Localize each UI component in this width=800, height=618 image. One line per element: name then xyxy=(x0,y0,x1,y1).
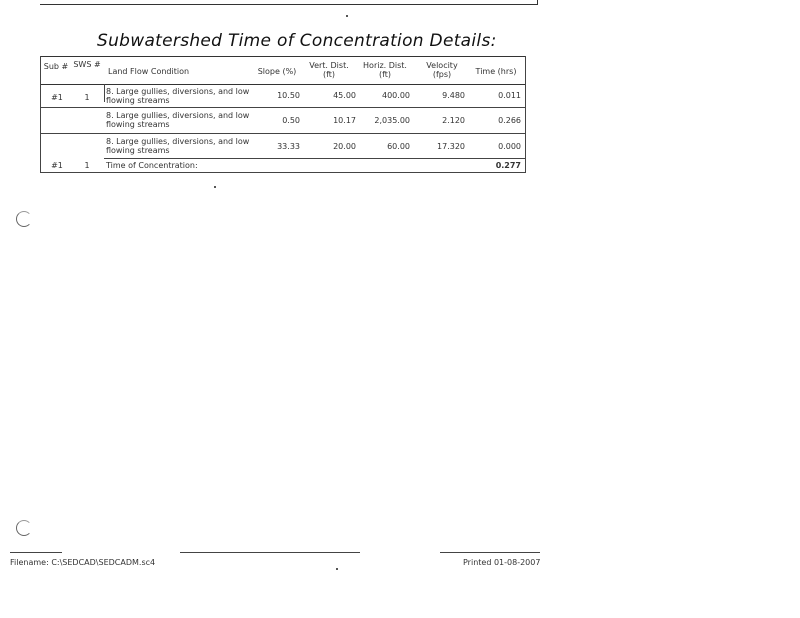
row-rule xyxy=(40,107,526,108)
cell-time: 0.266 xyxy=(498,116,521,125)
footer-rule-right xyxy=(440,552,540,553)
cell-velocity: 9.480 xyxy=(442,91,465,100)
cell-slope: 33.33 xyxy=(277,142,300,151)
punch-hole-mark xyxy=(16,211,32,227)
cell-sub: #1 xyxy=(51,93,63,102)
table-row xyxy=(40,85,526,109)
row-rule xyxy=(40,133,526,134)
header-sub: Sub # xyxy=(43,62,69,71)
header-time: Time (hrs) xyxy=(475,67,517,76)
cell-vert: 45.00 xyxy=(333,91,356,100)
page-title: Subwatershed Time of Concentration Details: xyxy=(97,31,497,51)
total-sws: 1 xyxy=(84,161,90,170)
table-header xyxy=(40,56,526,85)
total-label: Time of Concentration: xyxy=(106,161,198,170)
total-row xyxy=(40,160,526,172)
top-rule xyxy=(40,4,537,5)
cell-vert: 20.00 xyxy=(333,142,356,151)
table-row xyxy=(40,110,526,134)
header-sws: SWS # xyxy=(73,60,101,69)
cell-condition: 8. Large gullies, diversions, and low flowing streams xyxy=(106,137,250,155)
table-row xyxy=(40,136,526,160)
scan-speck xyxy=(346,15,348,17)
footer-rule-left xyxy=(10,552,62,553)
cell-sws: 1 xyxy=(84,93,90,102)
table-bottom-border xyxy=(40,172,526,173)
scan-speck xyxy=(214,186,216,188)
header-velocity: Velocity (fps) xyxy=(426,61,458,79)
cell-slope: 0.50 xyxy=(282,116,300,125)
header-horiz-dist: Horiz. Dist. (ft) xyxy=(363,61,407,79)
header-slope: Slope (%) xyxy=(257,67,297,76)
punch-hole-mark xyxy=(16,520,32,536)
cell-slope: 10.50 xyxy=(277,91,300,100)
footer-filename: Filename: C:\SEDCAD\SEDCADM.sc4 xyxy=(10,558,156,567)
top-rule-end xyxy=(537,0,538,5)
cell-horiz: 60.00 xyxy=(387,142,410,151)
cell-velocity: 17.320 xyxy=(437,142,465,151)
cell-time: 0.011 xyxy=(498,91,521,100)
footer-rule-middle xyxy=(180,552,360,553)
cell-horiz: 400.00 xyxy=(382,91,410,100)
header-vert-dist: Vert. Dist. (ft) xyxy=(309,61,349,79)
cell-horiz: 2,035.00 xyxy=(374,116,410,125)
header-land-flow: Land Flow Condition xyxy=(108,67,190,76)
cell-velocity: 2.120 xyxy=(442,116,465,125)
cell-time: 0.000 xyxy=(498,142,521,151)
total-value: 0.277 xyxy=(495,161,521,170)
cell-vert: 10.17 xyxy=(333,116,356,125)
footer-printed-date: Printed 01-08-2007 xyxy=(463,558,541,567)
row-rule xyxy=(104,158,526,159)
cell-condition: 8. Large gullies, diversions, and low flowing streams xyxy=(106,111,250,129)
cell-condition: 8. Large gullies, diversions, and low flowing streams xyxy=(106,87,250,105)
scan-speck xyxy=(336,568,338,570)
total-sub: #1 xyxy=(51,161,63,170)
